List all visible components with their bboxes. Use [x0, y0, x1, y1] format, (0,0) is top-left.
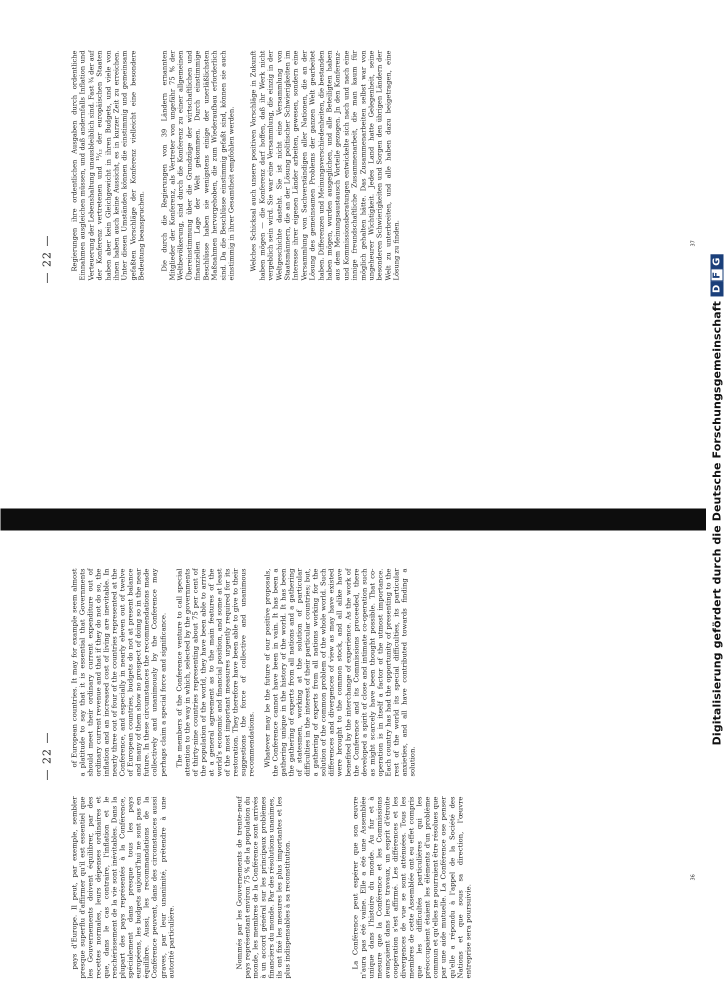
english-paragraph: of European countries. It may for example seem almost a platitude to say that it is essential that Governments should meet their ordinary current expenditure out of ordinary current revenue and that if they do not do so, the inflation and an increased cost of living are inevitable. In nearly three out of four of the countries represented at the Conference, and especially in nearly eleven out of twelve of European countries, budgets do not at present balance and many of them show no prospect of doing so in the near future. In these circumstances the recommendations made collectively and unanimously by the Conference may perhaps claim a special force and significance.: [70, 568, 167, 776]
dfg-logo-letter: G: [710, 255, 723, 269]
dfg-logo-letter: D: [710, 282, 723, 296]
english-paragraph: The members of the Conference venture to call special attention to the way in which, selected by the governments of thirty-nine countries representing about 75 per cent of the population of the world, they have been able to arrive at a general agreement as to the main features of the world's economic and financial position, and some at least of the most important measures urgently required for its restoration. They therefore have been able to give to their suggestions the force of collective and unanimous recommendations.: [174, 568, 255, 776]
dfg-watermark: [706, 0, 727, 1000]
french-paragraph: La Conférence peut espérer que son œuvre n'aura pas été vaine. Elle a été une Assemblée unique dans l'histoire du monde. Au fur et à mesure que la Conférence et les Commissions avançaient dans leurs travaux, un esprit d'étroite coopération s'est affirmé. Les différences et les divergences de vue se sont atténuées. Tous les membres de cette Assemblée ont eu effet compris que les difficultés particulières qui les préoccupaient étaient les éléments d'un problème commun et qu'elles ne pourraient être résolues que par une aide mutuelle. La Conférence ose penser qu'elle a répondu à l'appel de la Société des Nations et que sous sa direction, l'œuvre entreprise sera poursuivie.: [350, 796, 472, 978]
french-column: [70, 796, 472, 978]
watermark-text: Digitalisierung gefördert durch die Deutsche Forschungsgemeinschaft: [710, 301, 723, 746]
german-paragraph: Die durch die Regierungen von 39 Ländern ernannten Mitglieder der Konferenz, als Vertreter von ungefähr 75 % der Weltbevölkerung, sind durch die Konferenz zu einer allgemeinen Übereinstimmung über die Grundzüge der wirtschaftlichen und finanziellen Lage der Welt gekommen. Durch einstimmige Beschlüsse haben sie wenigstens einige der unerläßlichsten Maßnahmen hervorgehoben, die zum Wiederaufbau erforderlich sind. Da die Beschlüsse einstimmig gefaßt sind, können sie auch einstimmig in ihrer Gesamtheit empfohlen werden.: [159, 50, 235, 280]
right-page-number: — 22 —: [40, 234, 53, 283]
right-folio-mark: 37: [690, 239, 696, 246]
french-paragraph: pays d'Europe. Il peut, par exemple, sembler presque superflu d'affirmer qu'il est essentiel que les Gouvernements doivent équilibrer, par des recettes normales, leurs dépenses ordinaires et que, dans le cas contraire, l'inflation et le renchérissement de la vie sont inévitables. Dans la plupart des pays représentés à la Conférence, spécialement dans presque tous les pays européens, les budgets aujourd'hui ne sont pas en équilibre. Aussi, les recommandations de la Conférence peuvent, dans des circonstances aussi graves, par leur unanimité, prétendre à une autorité particulière.: [70, 796, 175, 978]
german-paragraph: Regierungen ihre ordentlichen Ausgaben durch ordentliche Einnahmen ausgleichen müssen, und daß andernfalls Inflation und Verteuerung der Lebenshaltung unausbleiblich sind. Fast ¾ der auf der Konferenz vertretenen und ¹¹⁄₁₂ der europäischen Staaten haben aber kein Gleichgewicht in ihren Budgets, und viele von ihnen haben auch keine Aussicht, es in kurzer Zeit zu erreichen. Unter diesen Umständen können die einstimmig und gemeinsam gefaßten Vorschläge der Konferenz vielleicht eine besondere Bedeutung beanspruchen.: [70, 50, 146, 280]
german-column: [70, 50, 401, 280]
english-column: [70, 568, 416, 776]
left-folio-mark: 36: [690, 873, 696, 880]
left-page-number: — 22 —: [40, 731, 53, 780]
french-paragraph: Nommés par les Gouvernements de trente-neuf pays représentant environ 75 % de la population du monde, les membres de la Conférence sont arrivés à un accord général sur les principaux problèmes financiers du monde. Par des résolutions unanimes, ils ont fixé les mesures les plus importantes et les plus indispensables à sa reconstitution.: [234, 796, 291, 978]
german-paragraph: Welches Schicksal auch unsere positiven Vorschläge in Zukunft haben mögen — die Konferenz darf hoffen, daß ihr Werk nicht vergeblich sein wird. Sie war eine Versammlung, die einzig in der Weltgeschichte dasteht. Sie ist nicht eine Versammlung von Staatsmännern, die an der Lösung politischer Schwierigkeiten im Interesse ihrer eigenen Länder arbeiten, gewesen, sondern eine Versammlung von Sachverständigen aller Nationen, die an der Lösung des gemeinsamen Problems der ganzen Welt gearbeitet haben. Differenzen und Meinungsverschiedenheiten, die bestanden haben mögen, wurden ausgeglichen, und alle Beteiligten haben aus dem Meinungsaustausch Vorteile gezogen. Jn den Konferenz- und Kommissionsberatungen entwickelte sich nach und nach eine innige freundschaftliche Zusammenarbeit, die man kaum für möglich gehalten hätte. Das Zusammenarbeiten selbst war von ungeheurer Wichtigkeit. Jedes Land hatte Gelegenheit, seine besonderen Schwierigkeiten und Sorgen den übrigen Ländern der Welt zu unterbreiten, und alle haben dazu beigetragen, eine Lösung zu finden.: [249, 50, 401, 280]
english-paragraph: Whatever may be the future of our positive proposals, the Conference cannot have been in vain. It has been a gathering unique in the history of the world. It has been the gathering of experts from all nations and a gathering of statesmen, working at the solution of particular difficulties in the interest of their particular countries; but, a gathering of experts from all nations working for the solution of the common problem of the whole world. Such differences and divergences of view as may have existed were brought to the common stock, and all alike have benefited by the interchange of experience. As the work of the Conference and its Commissions proceeded, there developed a spirit of close and intimate co-operation such as might scarcely have been thought possible. That co-operation is in itself a factor of the utmost importance. Each country has had the opportunity of presenting to the rest of the world its special difficulties, its particular anxieties, and all have contributed towards finding a solution.: [263, 568, 416, 776]
left-page: [0, 530, 727, 1000]
dfg-logo-letter: F: [710, 269, 723, 282]
dfg-logo: [710, 255, 723, 296]
book-gutter: [0, 508, 727, 530]
